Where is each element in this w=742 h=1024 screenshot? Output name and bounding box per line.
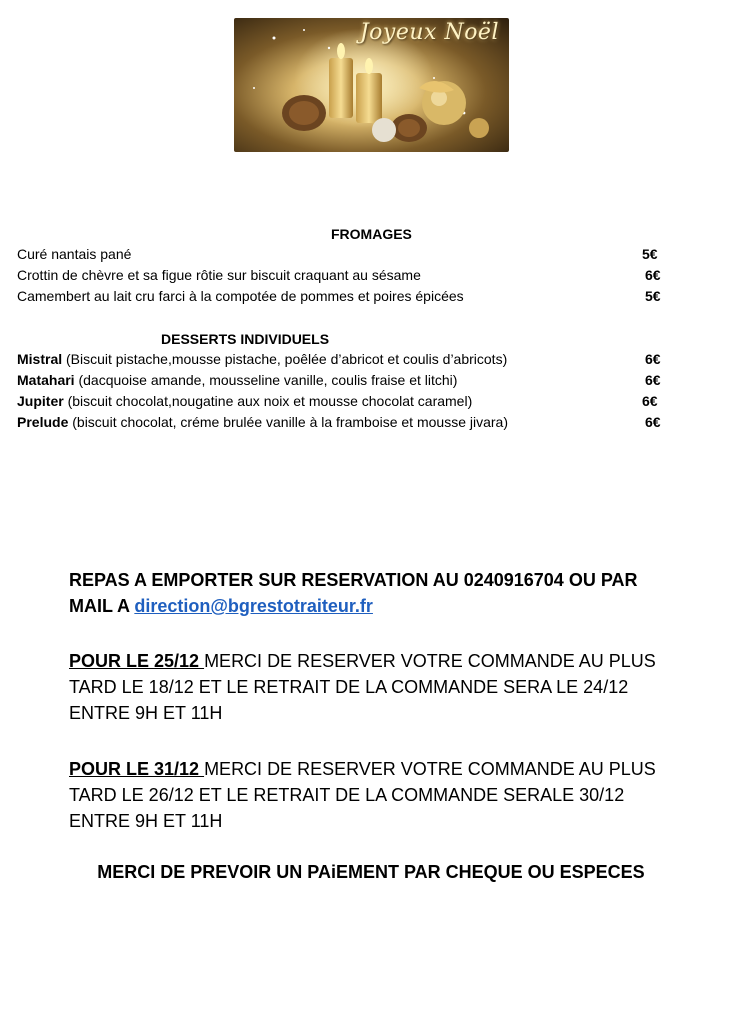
- dessert-name: Jupiter: [17, 393, 64, 409]
- order-line: MERCI DE RESERVER VOTRE COMMANDE AU PLUS: [204, 759, 656, 779]
- menu-row: [17, 372, 667, 392]
- item-price: 6€: [642, 393, 658, 409]
- reservation-block: [69, 567, 689, 619]
- item-description: (biscuit chocolat,nougatine aux noix et mousse chocolat caramel): [63, 393, 473, 409]
- menu-row: [17, 288, 667, 308]
- christmas-banner-image: [234, 18, 509, 152]
- item-description: Curé nantais pané: [17, 246, 132, 262]
- item-description: Crottin de chèvre et sa figue rôtie sur biscuit craquant au sésame: [17, 267, 421, 283]
- item-price: 6€: [645, 372, 661, 388]
- banner-title: Joyeux Noël: [359, 20, 499, 45]
- order-25-block: [69, 648, 689, 726]
- order-line: ENTRE 9H ET 11H: [69, 811, 223, 831]
- item-price: 6€: [645, 414, 661, 430]
- order-31-block: [69, 756, 689, 834]
- item-price: 6€: [645, 351, 661, 367]
- reservation-mail-prefix: MAIL A: [69, 596, 135, 616]
- dessert-name: Mistral: [17, 351, 63, 367]
- item-description: Camembert au lait cru farci à la compotée de pommes et poires épicées: [17, 288, 464, 304]
- item-price: 5€: [645, 288, 661, 304]
- item-price: 6€: [645, 267, 661, 283]
- email-link[interactable]: direction@bgrestotraiteur.fr: [134, 596, 373, 616]
- item-description: (biscuit chocolat, créme brulée vanille à la framboise et mousse jivara): [68, 414, 508, 430]
- fromages-title: FROMAGES: [331, 226, 412, 242]
- dessert-name: Prelude: [17, 414, 69, 430]
- order-date-label: POUR LE 31/12: [69, 759, 205, 779]
- menu-row: [17, 267, 667, 287]
- menu-row: [17, 393, 667, 413]
- order-line: TARD LE 18/12 ET LE RETRAIT DE LA COMMANDE SERA LE 24/12: [69, 677, 629, 697]
- desserts-title: DESSERTS INDIVIDUELS: [161, 331, 330, 347]
- item-description: (Biscuit pistache,mousse pistache, poêlée d’abricot et coulis d’abricots): [62, 351, 508, 367]
- dessert-name: Matahari: [17, 372, 75, 388]
- item-price: 5€: [642, 246, 658, 262]
- payment-note: MERCI DE PREVOIR UN PAiEMENT PAR CHEQUE OU ESPECES: [97, 862, 645, 882]
- reservation-line: REPAS A EMPORTER SUR RESERVATION AU 0240916704 OU PAR: [69, 570, 638, 590]
- order-line: ENTRE 9H ET 11H: [69, 703, 223, 723]
- order-line: TARD LE 26/12 ET LE RETRAIT DE LA COMMANDE SERALE 30/12: [69, 785, 625, 805]
- order-line: MERCI DE RESERVER VOTRE COMMANDE AU PLUS: [204, 651, 656, 671]
- order-date-label: POUR LE 25/12: [69, 651, 205, 671]
- menu-row: [17, 246, 667, 266]
- item-description: (dacquoise amande, mousseline vanille, coulis fraise et litchi): [74, 372, 458, 388]
- menu-row: [17, 351, 667, 371]
- menu-row: [17, 414, 667, 434]
